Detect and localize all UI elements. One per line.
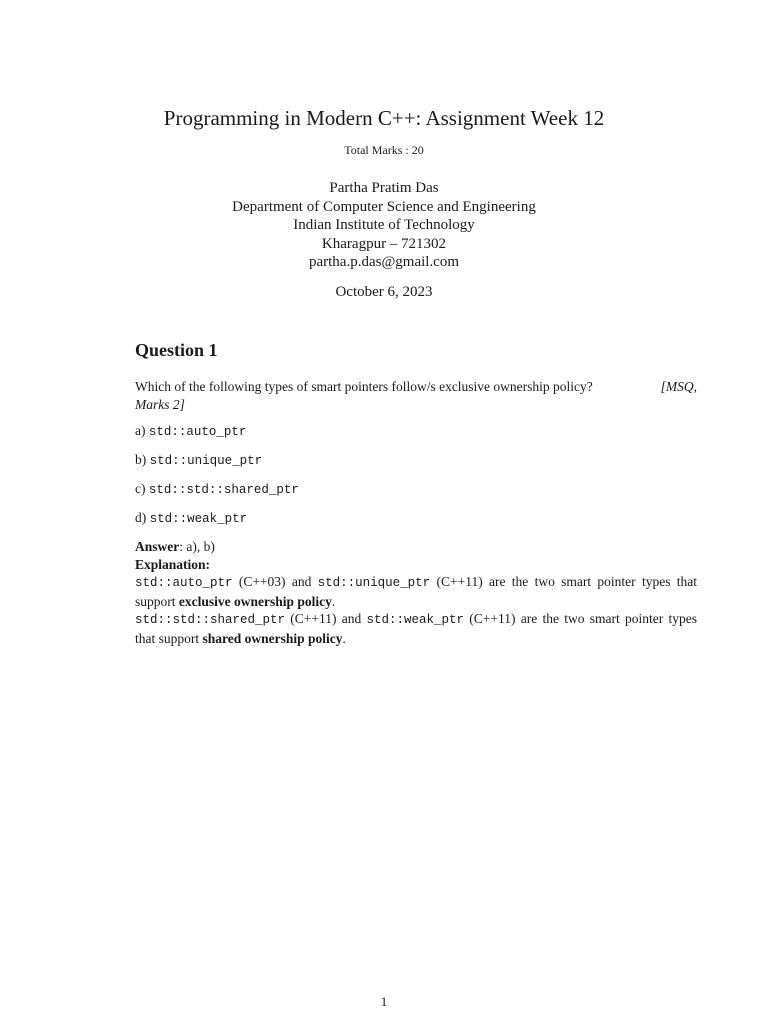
option-label: c) bbox=[135, 481, 146, 496]
explanation-emphasis: shared ownership policy bbox=[202, 630, 343, 646]
explanation-line-2 bbox=[135, 610, 697, 647]
explanation-text: (C++11) are the two smart pointer types that support bbox=[135, 611, 698, 646]
option-b bbox=[135, 452, 262, 468]
explanation-label: Explanation: bbox=[135, 556, 211, 572]
option-c bbox=[135, 481, 299, 497]
author-institute: Indian Institute of Technology bbox=[293, 217, 475, 233]
question-tag-part2: Marks 2] bbox=[135, 396, 185, 412]
author-block bbox=[0, 179, 768, 272]
author-email: partha.p.das@gmail.com bbox=[308, 254, 460, 270]
option-label: d) bbox=[135, 510, 147, 525]
author-department: Department of Computer Science and Engineering bbox=[232, 198, 536, 215]
option-label: a) bbox=[135, 423, 146, 438]
question-text: Which of the following types of smart pointers follow/s exclusive ownership policy? bbox=[135, 379, 593, 394]
answer-block bbox=[135, 538, 697, 647]
author-name: Partha Pratim Das bbox=[329, 180, 439, 196]
explanation-code: std::weak_ptr bbox=[366, 613, 465, 627]
document-date: October 6, 2023 bbox=[335, 284, 433, 300]
explanation-code: std::unique_ptr bbox=[317, 576, 431, 590]
explanation-text: (C++03) and bbox=[232, 574, 318, 589]
option-code: std::unique_ptr bbox=[149, 454, 263, 468]
answer-label: Answer bbox=[135, 539, 180, 554]
explanation-code: std::auto_ptr bbox=[135, 576, 233, 590]
explanation-emphasis: exclusive ownership policy bbox=[178, 593, 332, 609]
question-heading: Question 1 bbox=[135, 340, 218, 360]
explanation-text: (C++11) are the two smart pointer types that support bbox=[135, 574, 698, 609]
answer-value: : a), b) bbox=[179, 539, 215, 554]
question-tag-part1: [MSQ, bbox=[660, 379, 697, 394]
explanation-text: (C++11) and bbox=[285, 611, 367, 626]
explanation-text: . bbox=[331, 593, 336, 609]
explanation-code: std::std::shared_ptr bbox=[135, 613, 286, 627]
option-code: std::std::shared_ptr bbox=[148, 483, 299, 497]
page-title: Programming in Modern C++: Assignment Week 12 bbox=[163, 106, 605, 130]
question-text-block bbox=[135, 378, 697, 413]
option-code: std::weak_ptr bbox=[149, 512, 248, 526]
page-number: 1 bbox=[380, 994, 388, 1009]
option-label: b) bbox=[135, 452, 147, 467]
option-a bbox=[135, 423, 246, 439]
explanation-text: . bbox=[342, 630, 346, 646]
author-location: Kharagpur – 721302 bbox=[321, 235, 447, 252]
option-code: std::auto_ptr bbox=[148, 425, 247, 439]
option-d bbox=[135, 510, 247, 526]
explanation-line-1 bbox=[135, 573, 697, 610]
total-marks: Total Marks : 20 bbox=[344, 143, 424, 157]
